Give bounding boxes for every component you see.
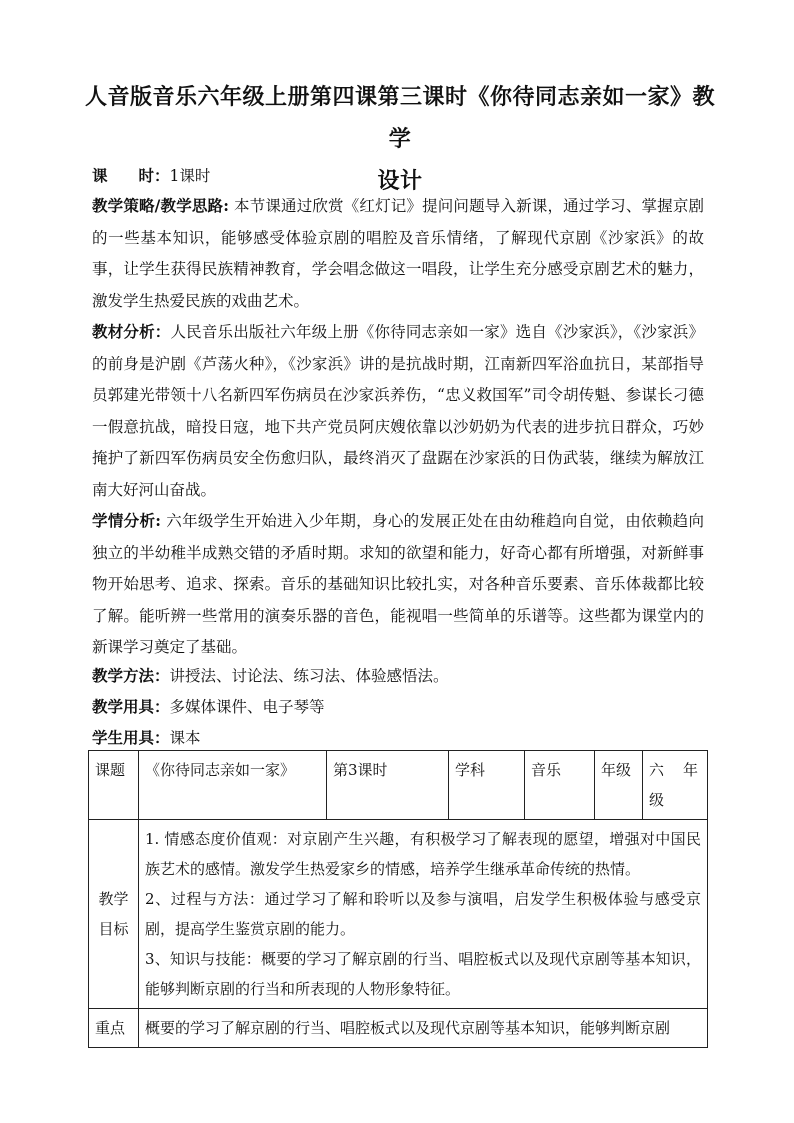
goals-content-cell [139,820,708,1009]
grade-value-cell: 六 年级 [643,751,708,820]
material-text: 人民音乐出版社六年级上册《你待同志亲如一家》选自《沙家浜》，《沙家浜》的前身是沪剧《芦荡火种》，《沙家浜》讲的是抗战时期，江南新四军浴血抗日，某部指导员郭建光带领十八名新四军伤病员在沙家浜养伤，“忠义救国军”司令胡传魁、参谋长刁德一假意抗战，暗投日寇，地下共产党员阿庆嫂依靠以沙奶奶为代表的进步抗日群众，巧妙掩护了新四军伤病员安全伤愈归队，最终消灭了盘踞在沙家浜的日伪武装，继续为解放江南大好河山奋战。 [92,323,704,499]
lesson-plan-table [88,750,708,1048]
key-label-cell: 重点 [89,1009,139,1048]
material-paragraph [92,316,704,506]
learner-text: 六年级学生开始进入少年期，身心的发展正处在由幼稚趋向自觉，由依赖趋向独立的半幼稚半成熟交错的矛盾时期。求知的欲望和能力，好奇心都有所增强，对新鲜事物开始思考、追求、探索。音乐的基础知识比较扎实，对各种音乐要素、音乐体裁都比较了解。能听辨一些常用的演奏乐器的音色，能视唱一些简单的乐谱等。这些都为课堂内的新课学习奠定了基础。 [92,512,704,656]
goal-process: 2、过程与方法：通过学习了解和聆听以及参与演唱，启发学生积极体验与感受京剧，提高学生鉴赏京剧的能力。 [145,890,701,938]
strategy-paragraph [92,190,704,317]
class-hours-line [92,160,704,193]
grade-header-cell: 年级 [595,751,643,820]
student-tools-label: 学生用具： [92,728,170,747]
method-label: 教学方法： [92,666,170,685]
topic-value-cell: 《你待同志亲如一家》 [139,751,327,820]
learner-paragraph [92,505,704,664]
lesson-number-cell: 第3课时 [327,751,449,820]
subject-header-cell: 学科 [449,751,525,820]
title-line-2: 设计 [377,168,423,194]
tools-line [92,691,704,724]
class-hours-label: 课 时： [92,166,170,185]
goal-emotion: 1. 情感态度价值观：对京剧产生兴趣，有积极学习了解表现的愿望，增强对中国民族艺术的感情。激发学生热爱家乡的情感，培养学生继承革命传统的热情。 [145,830,701,878]
learner-label: 学情分析: [92,511,162,530]
student-tools-text: 课本 [169,729,201,747]
key-content-cell: 概要的学习了解京剧的行当、唱腔板式以及现代京剧等基本知识，能够判断京剧 [139,1009,708,1048]
tools-label: 教学用具： [92,697,170,716]
material-label: 教材分析： [92,322,171,341]
goals-label-cell: 教学目标 [89,820,139,1009]
strategy-text: 本节课通过欣赏《红灯记》提问问题导入新课，通过学习、掌握京剧的一些基本知识，能够感受体验京剧的唱腔及音乐情绪，了解现代京剧《沙家浜》的故事，让学生获得民族精神教育，学会唱念做这一唱段，让学生充分感受京剧艺术的魅力，激发学生热爱民族的戏曲艺术。 [92,197,704,310]
subject-value-cell: 音乐 [525,751,595,820]
method-text: 讲授法、讨论法、练习法、体验感悟法。 [169,667,449,685]
table-row [89,820,708,1009]
table-row [89,751,708,820]
title-line-1: 人音版音乐六年级上册第四课第三课时《你待同志亲如一家》教学 [84,84,715,152]
table-row [89,1009,708,1048]
strategy-label: 教学策略/教学思路: [92,196,229,215]
class-hours-value: 1课时 [169,167,211,185]
goal-knowledge: 3、知识与技能：概要的学习了解京剧的行当、唱腔板式以及现代京剧等基本知识，能够判断京剧的行当和所表现的人物形象特征。 [145,950,701,998]
tools-text: 多媒体课件、电子琴等 [169,698,325,716]
topic-header-cell: 课题 [89,751,139,820]
method-line [92,660,704,693]
